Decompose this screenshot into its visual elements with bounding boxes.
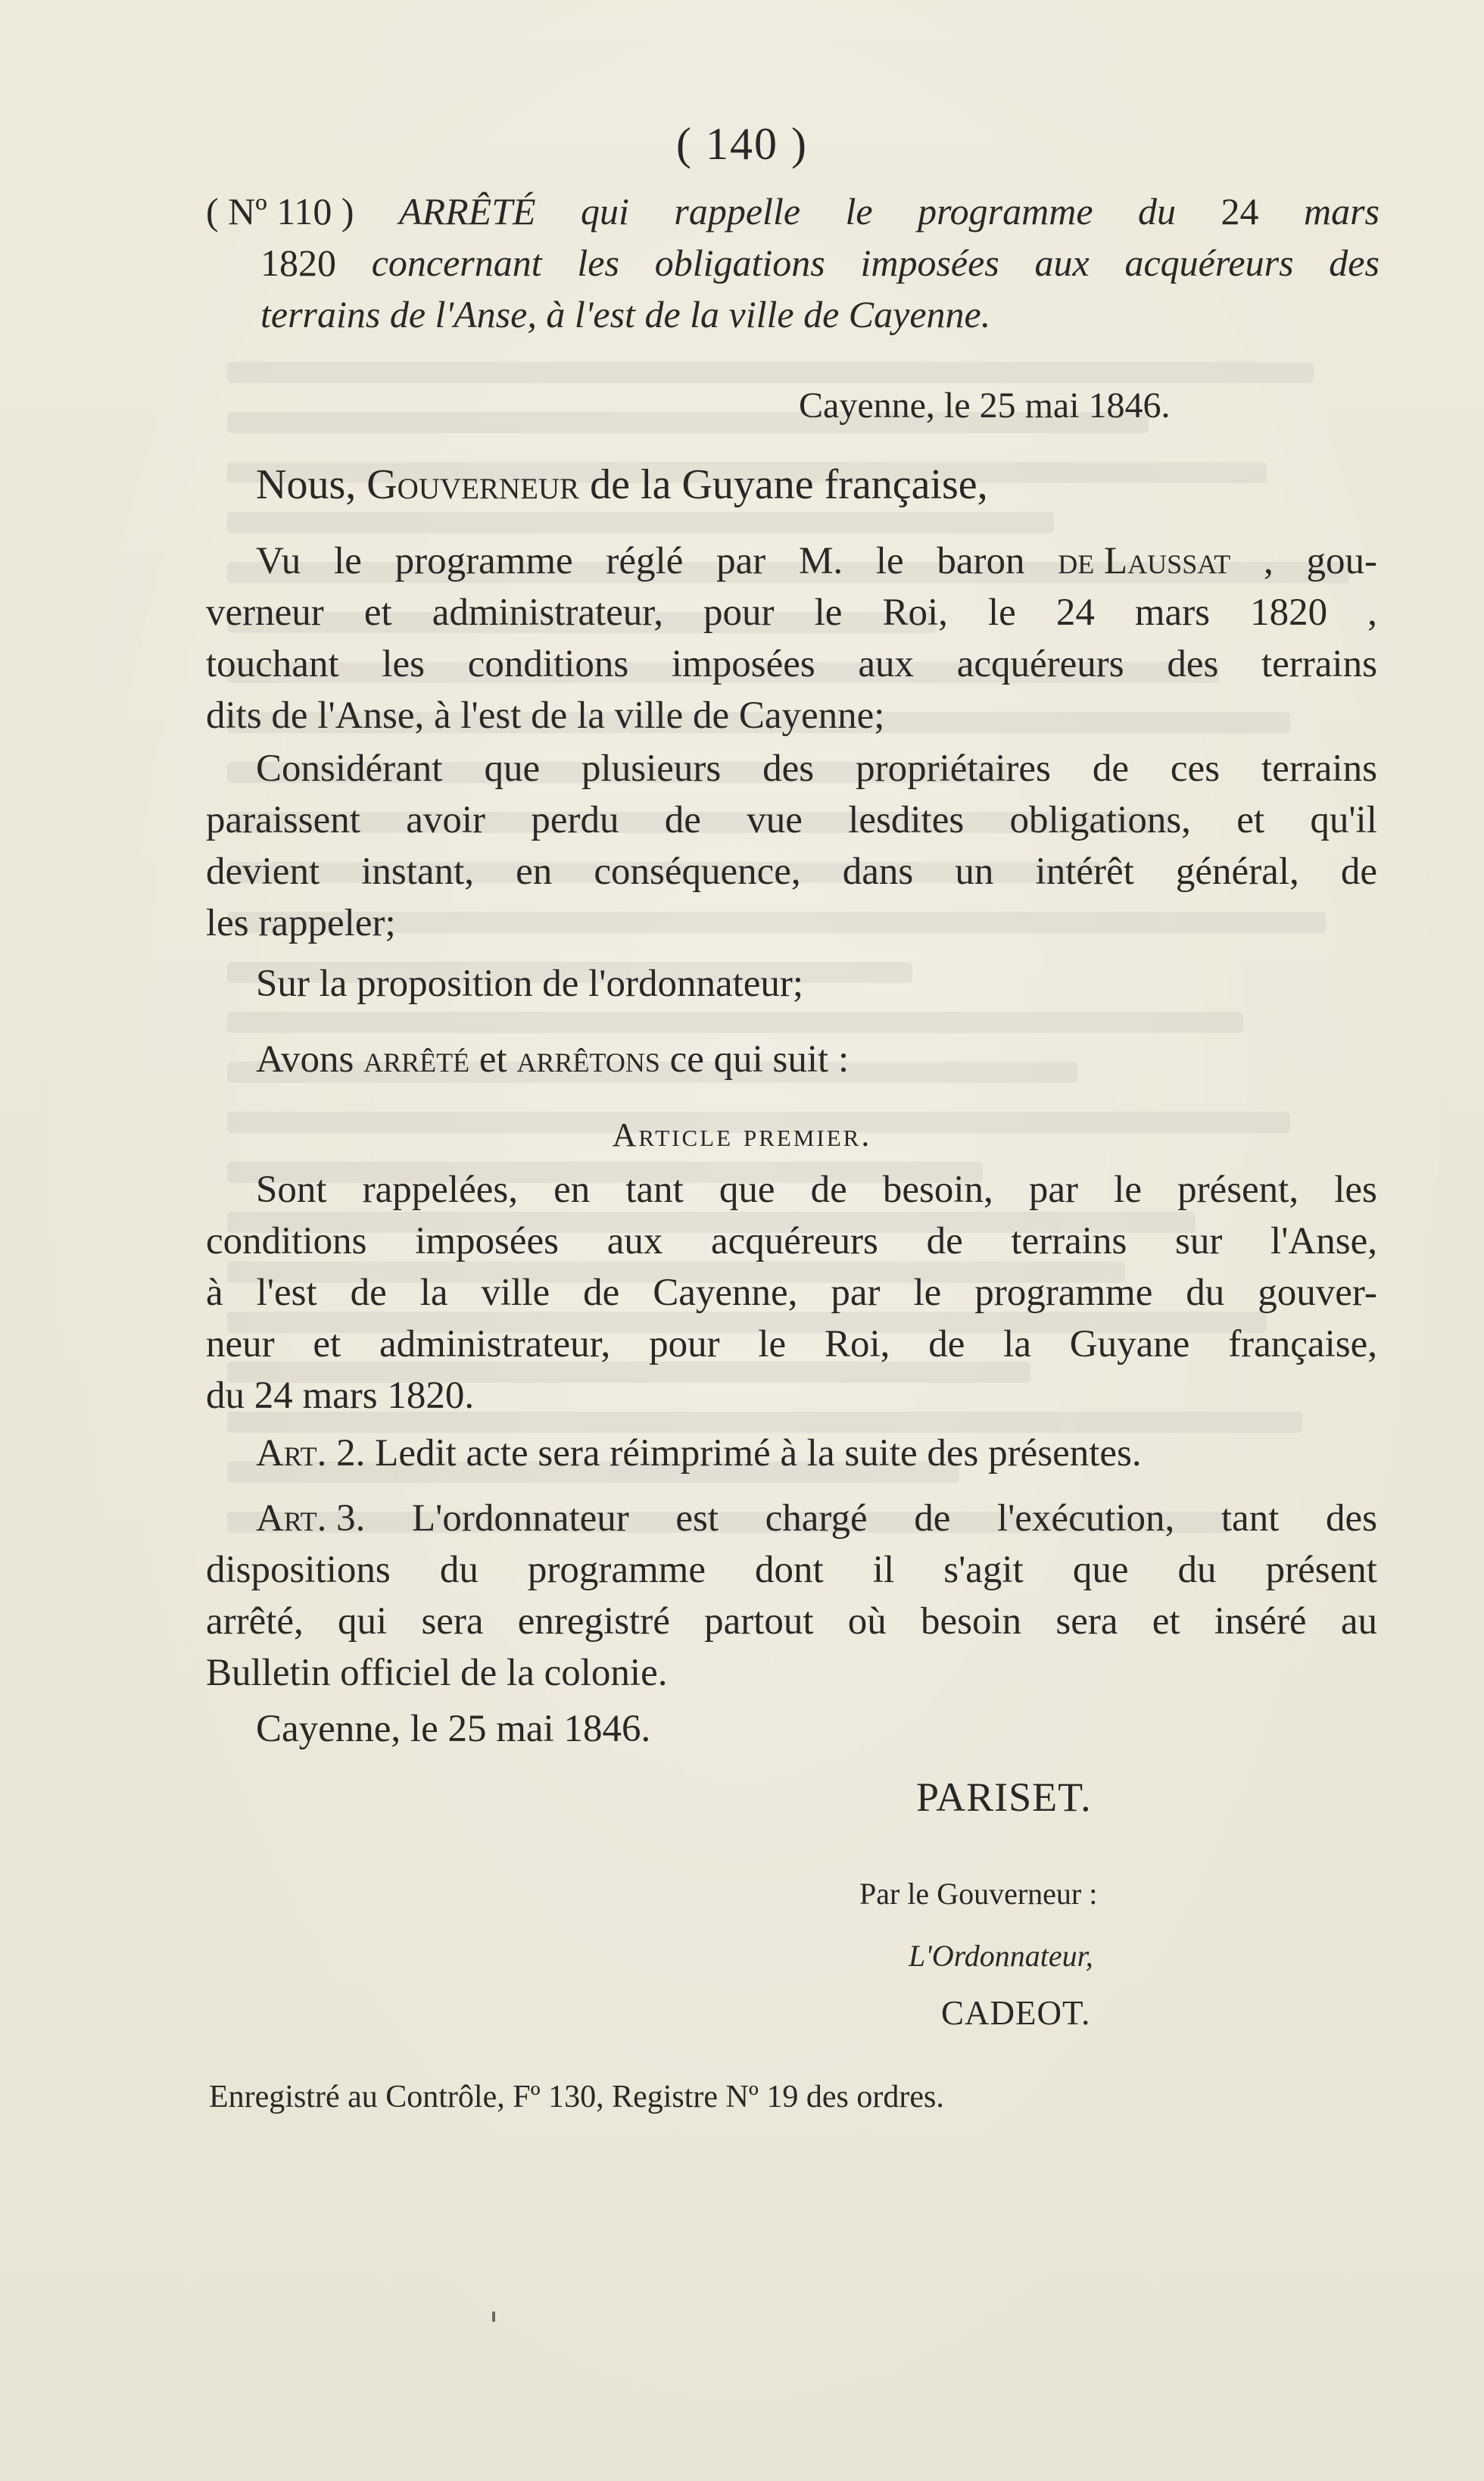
word: Vu <box>256 540 301 582</box>
word: où <box>847 1600 887 1643</box>
word: de <box>914 1497 951 1540</box>
word: l'exécution, <box>996 1497 1175 1540</box>
paragraph-article-3 <box>206 1496 1377 1702</box>
text-line: Bulletin officiel de la colonie. <box>206 1652 668 1694</box>
word: au <box>1340 1600 1377 1643</box>
word: administrateur, <box>379 1323 611 1365</box>
page-number: ( 140 ) <box>676 119 808 169</box>
word: et <box>313 1323 341 1365</box>
text-line <box>206 642 1377 694</box>
text-line <box>206 798 1377 850</box>
word: plusieurs <box>581 747 722 790</box>
authority-line <box>256 463 988 506</box>
text-line <box>206 1219 1377 1271</box>
word: besoin <box>921 1600 1022 1643</box>
title-word: ( Nº 110 ) <box>206 190 354 232</box>
word: de <box>583 1272 620 1314</box>
avons-a: Avons <box>256 1038 364 1081</box>
title-word: imposées <box>860 242 999 284</box>
signature-governor: PARISET. <box>916 1774 1092 1820</box>
text-line <box>206 1599 1377 1651</box>
title-line-2 <box>260 241 1380 292</box>
par-le-gouverneur: Par le Gouverneur : <box>859 1877 1098 1911</box>
word: en <box>553 1169 591 1211</box>
title-word: rappelle <box>674 190 801 232</box>
nous-prefix: Nous, <box>256 461 367 508</box>
ordonnateur-title: L'Ordonnateur, <box>909 1939 1093 1973</box>
text-line <box>206 591 1377 642</box>
word: baron <box>937 540 1025 582</box>
word: arrêté, <box>206 1600 304 1643</box>
paragraph-vu <box>206 539 1377 745</box>
word: que <box>719 1169 775 1211</box>
word: Roi, <box>825 1323 890 1365</box>
word: paraissent <box>206 799 360 841</box>
word: par <box>1028 1169 1079 1211</box>
word: sera <box>421 1600 484 1643</box>
word: pour <box>649 1323 720 1365</box>
text-line: du 24 mars 1820. <box>206 1375 475 1417</box>
word: gouver- <box>1258 1272 1377 1314</box>
word: gou- <box>1306 540 1377 582</box>
word: dans <box>842 850 914 893</box>
title-word: qui <box>581 190 629 232</box>
word: présent <box>1265 1549 1377 1591</box>
avons-d: arrêtons <box>516 1038 660 1081</box>
word: touchant <box>206 643 339 685</box>
word: de <box>1340 850 1377 893</box>
avons-c: et <box>469 1038 517 1081</box>
art2-label: Art. 2. <box>256 1432 366 1475</box>
word: le <box>758 1323 787 1365</box>
word: de <box>350 1272 387 1314</box>
word: dont <box>755 1549 824 1591</box>
text-line <box>206 1548 1377 1599</box>
word: de <box>928 1323 965 1365</box>
word: conditions <box>467 643 629 685</box>
word: la <box>1003 1323 1031 1365</box>
word: de <box>810 1169 847 1211</box>
word: programme <box>527 1549 706 1591</box>
word: aux <box>606 1220 663 1262</box>
word: qui <box>338 1600 388 1643</box>
dateline: Cayenne, le 25 mai 1846. <box>799 385 1171 426</box>
word: administrateur, <box>432 591 663 634</box>
word: il <box>872 1549 895 1591</box>
avons-e: ce qui suit : <box>659 1038 850 1081</box>
paper-speck <box>492 2311 495 2322</box>
word: mars <box>1134 591 1211 634</box>
word: général, <box>1175 850 1299 893</box>
word: Art. 3. <box>256 1497 366 1540</box>
title-word: 24 <box>1221 190 1259 232</box>
word: acquéreurs <box>711 1220 878 1262</box>
text-line <box>206 1168 1377 1219</box>
word: , <box>1367 591 1377 634</box>
word: un <box>955 850 994 893</box>
title-word: programme <box>918 190 1093 232</box>
title-word: mars <box>1303 190 1380 232</box>
title-word: le <box>845 190 873 232</box>
word: la <box>419 1272 448 1314</box>
word: est <box>675 1497 719 1540</box>
word: française, <box>1228 1323 1377 1365</box>
word: propriétaires <box>856 747 1051 790</box>
closing-date: Cayenne, le 25 mai 1846. <box>256 1708 651 1750</box>
word: le <box>334 540 362 582</box>
word: dispositions <box>206 1549 391 1591</box>
word: et <box>1236 799 1265 841</box>
decree-title <box>206 189 1380 344</box>
nous-title: Gouverneur <box>366 461 580 508</box>
word: ville <box>481 1272 550 1314</box>
word: du <box>1177 1549 1217 1591</box>
text-line <box>206 539 1377 591</box>
word: instant, <box>361 850 474 893</box>
word: Considérant <box>256 747 443 790</box>
word: terrains <box>1261 643 1377 685</box>
word: des <box>1167 643 1219 685</box>
word: obligations, <box>1009 799 1191 841</box>
title-word: les <box>577 242 619 284</box>
word: du <box>439 1549 479 1591</box>
title-word: acquéreurs <box>1124 242 1294 284</box>
word: que <box>1072 1549 1129 1591</box>
word: Sont <box>256 1169 327 1211</box>
word: à <box>206 1272 223 1314</box>
paragraph-article-2 <box>256 1431 1142 1475</box>
title-word: des <box>1329 242 1380 284</box>
word: et <box>1152 1600 1180 1643</box>
word: Cayenne, <box>653 1272 798 1314</box>
word: neur <box>206 1323 275 1365</box>
word: inséré <box>1214 1600 1307 1643</box>
word: 1820 <box>1250 591 1328 634</box>
signature-ordonnateur: CADEOT. <box>941 1994 1091 2032</box>
title-word: ARRÊTÉ <box>399 190 536 232</box>
title-word: concernant <box>371 242 542 284</box>
word: réglé <box>606 540 684 582</box>
word: les <box>382 643 425 685</box>
word: terrains <box>1011 1220 1127 1262</box>
paragraph-considerant <box>206 747 1377 953</box>
word: en <box>516 850 553 893</box>
word: qu'il <box>1310 799 1377 841</box>
paragraph-proposition: Sur la proposition de l'ordonnateur; <box>256 963 804 1005</box>
word: imposées <box>671 643 815 685</box>
word: sera <box>1055 1600 1118 1643</box>
word: du <box>1186 1272 1225 1314</box>
word: ces <box>1170 747 1221 790</box>
word: s'agit <box>943 1549 1024 1591</box>
word: par <box>831 1272 881 1314</box>
word: le <box>1114 1169 1142 1211</box>
article-heading: Article premier. <box>612 1116 872 1153</box>
text-line <box>206 1271 1377 1322</box>
word: verneur <box>206 591 324 634</box>
word: enregistré <box>517 1600 670 1643</box>
paragraph-article-1 <box>206 1168 1377 1425</box>
word: avoir <box>406 799 486 841</box>
word: sur <box>1175 1220 1223 1262</box>
word: pour <box>703 591 775 634</box>
title-line-1 <box>206 189 1380 241</box>
word: lesdites <box>848 799 965 841</box>
text-line <box>206 1496 1377 1548</box>
word: M. <box>798 540 843 582</box>
word: programme <box>394 540 573 582</box>
paragraph-avons <box>256 1038 849 1081</box>
word: par <box>716 540 766 582</box>
avons-b: arrêté <box>363 1038 470 1081</box>
word: chargé <box>765 1497 868 1540</box>
word: présent, <box>1177 1169 1299 1211</box>
title-word: 1820 <box>260 242 336 284</box>
word: Roi, <box>882 591 948 634</box>
word: les <box>1334 1169 1377 1211</box>
text-line <box>206 850 1377 901</box>
word: le <box>814 591 843 634</box>
word: que <box>484 747 541 790</box>
text-line <box>206 1322 1377 1374</box>
word: L'ordonnateur <box>412 1497 629 1540</box>
art2-text: Ledit acte sera réimprimé à la suite des présentes. <box>365 1432 1142 1475</box>
word: besoin, <box>882 1169 993 1211</box>
word: imposées <box>415 1220 559 1262</box>
word: perdu <box>531 799 619 841</box>
title-line-3: terrains de l'Anse, à l'est de la ville de Cayenne. <box>260 293 991 335</box>
word: de <box>926 1220 963 1262</box>
word: conditions <box>206 1220 367 1262</box>
word: et <box>363 591 392 634</box>
word: de <box>664 799 701 841</box>
word: intérêt <box>1035 850 1134 893</box>
word: Guyane <box>1069 1323 1190 1365</box>
word: des <box>1325 1497 1377 1540</box>
word: partout <box>704 1600 814 1643</box>
word: aux <box>858 643 915 685</box>
word: 24 <box>1055 591 1095 634</box>
word: de <box>1092 747 1129 790</box>
word: tant <box>1221 1497 1280 1540</box>
word: vue <box>747 799 803 841</box>
word: le <box>987 591 1016 634</box>
word: conséquence, <box>594 850 801 893</box>
registration-note: Enregistré au Contrôle, Fº 130, Registre Nº 19 des ordres. <box>209 2080 944 2114</box>
word: , <box>1263 540 1274 582</box>
word: l'Anse, <box>1270 1220 1377 1262</box>
title-word: obligations <box>654 242 825 284</box>
word: le <box>913 1272 942 1314</box>
nous-suffix: de la Guyane française, <box>579 461 988 508</box>
word: programme <box>974 1272 1153 1314</box>
text-line: dits de l'Anse, à l'est de la ville de Cayenne; <box>206 694 885 737</box>
title-word: du <box>1138 190 1177 232</box>
word: de Laussat <box>1058 540 1231 582</box>
word: tant <box>625 1169 684 1211</box>
word: le <box>875 540 904 582</box>
text-line <box>206 747 1377 798</box>
word: acquéreurs <box>956 643 1124 685</box>
word: devient <box>206 850 320 893</box>
word: des <box>762 747 815 790</box>
word: l'est <box>256 1272 317 1314</box>
text-line: les rappeler; <box>206 902 396 944</box>
word: terrains <box>1261 747 1377 790</box>
word: rappelées, <box>362 1169 518 1211</box>
title-word: aux <box>1034 242 1090 284</box>
